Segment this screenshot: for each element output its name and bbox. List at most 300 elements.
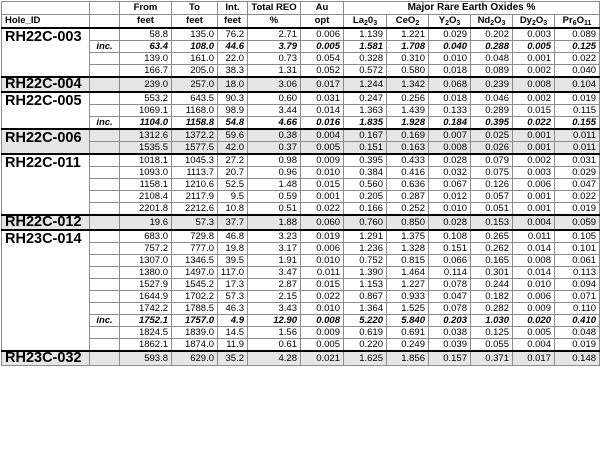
header-blank-inc <box>90 2 120 15</box>
la2o3-cell: 1.581 <box>344 41 387 53</box>
to-cell: 1788.5 <box>172 303 218 315</box>
y2o3-cell: 0.151 <box>429 243 471 255</box>
to-cell: 1839.0 <box>172 327 218 339</box>
ceo2-cell: 1.856 <box>387 351 429 366</box>
from-cell: 2201.8 <box>120 203 172 216</box>
table-row <box>2 267 600 279</box>
nd2o3-cell: 1.030 <box>471 315 513 327</box>
pr6o11-cell: 0.104 <box>555 77 600 92</box>
hole-id-cell: RH23C-014 <box>2 230 90 351</box>
table-row <box>2 28 600 41</box>
total-reo-cell: 1.56 <box>248 327 301 339</box>
from-cell: 1018.1 <box>120 154 172 167</box>
dy2o3-cell: 0.005 <box>513 41 555 53</box>
y2o3-cell: 0.066 <box>429 255 471 267</box>
to-cell: 1372.2 <box>172 129 218 142</box>
table-row <box>2 203 600 216</box>
nd2o3-cell: 0.395 <box>471 117 513 130</box>
pr6o11-cell: 0.071 <box>555 291 600 303</box>
total-reo-cell: 12.90 <box>248 315 301 327</box>
dy2o3-cell: 0.008 <box>513 77 555 92</box>
table-row <box>2 315 600 327</box>
dy2o3-cell: 0.022 <box>513 117 555 130</box>
table-header <box>2 2 600 29</box>
dy2o3-cell: 0.009 <box>513 303 555 315</box>
dy2o3-cell: 0.003 <box>513 167 555 179</box>
la2o3-cell: 0.220 <box>344 339 387 352</box>
table-row <box>2 92 600 105</box>
from-cell: 1312.6 <box>120 129 172 142</box>
ceo2-cell: 0.169 <box>387 129 429 142</box>
from-cell: 2108.4 <box>120 191 172 203</box>
total-reo-cell: 4.66 <box>248 117 301 130</box>
from-cell: 1824.5 <box>120 327 172 339</box>
hole-id-cell: RH23C-032 <box>2 351 90 366</box>
table-row <box>2 191 600 203</box>
inc-label-cell <box>90 203 120 216</box>
table-row <box>2 255 600 267</box>
dy2o3-cell: 0.020 <box>513 315 555 327</box>
inc-label-cell <box>90 267 120 279</box>
inc-label-cell <box>90 77 120 92</box>
inc-label-cell <box>90 255 120 267</box>
from-cell: 239.0 <box>120 77 172 92</box>
interval-cell: 37.7 <box>218 215 248 230</box>
nd2o3-cell: 0.046 <box>471 92 513 105</box>
total-reo-cell: 3.06 <box>248 77 301 92</box>
la2o3-cell: 1.236 <box>344 243 387 255</box>
pr6o11-cell: 0.101 <box>555 243 600 255</box>
nd2o3-cell: 0.025 <box>471 129 513 142</box>
from-cell: 63.4 <box>120 41 172 53</box>
inc-label-cell <box>90 327 120 339</box>
inc-label-cell <box>90 105 120 117</box>
table-row <box>2 154 600 167</box>
from-cell: 1307.0 <box>120 255 172 267</box>
to-cell: 257.0 <box>172 77 218 92</box>
pr6o11-cell: 0.019 <box>555 203 600 216</box>
from-cell: 757.2 <box>120 243 172 255</box>
header-interval: Int. <box>218 2 248 15</box>
pr6o11-cell: 0.011 <box>555 142 600 155</box>
total-reo-cell: 3.47 <box>248 267 301 279</box>
au-cell: 0.008 <box>301 315 344 327</box>
total-reo-cell: 1.48 <box>248 179 301 191</box>
header-oxide: CeO$_2$ <box>387 15 429 29</box>
table-row <box>2 327 600 339</box>
ceo2-cell: 0.252 <box>387 203 429 216</box>
to-cell: 161.0 <box>172 53 218 65</box>
to-cell: 1702.2 <box>172 291 218 303</box>
la2o3-cell: 0.167 <box>344 129 387 142</box>
header-oxide: $Dy_2O_3$ <box>513 15 555 29</box>
ceo2-cell: 0.815 <box>387 255 429 267</box>
la2o3-cell: 0.619 <box>344 327 387 339</box>
ceo2-cell: 1.525 <box>387 303 429 315</box>
y2o3-cell: 0.018 <box>429 65 471 78</box>
from-cell: 1380.0 <box>120 267 172 279</box>
la2o3-cell: 1.364 <box>344 303 387 315</box>
interval-cell: 54.8 <box>218 117 248 130</box>
inc-label-cell <box>90 243 120 255</box>
from-cell: 1752.1 <box>120 315 172 327</box>
la2o3-cell: 0.247 <box>344 92 387 105</box>
total-reo-cell: 4.28 <box>248 351 301 366</box>
total-reo-cell: 1.88 <box>248 215 301 230</box>
to-cell: 1158.8 <box>172 117 218 130</box>
from-cell: 683.0 <box>120 230 172 243</box>
interval-cell: 10.8 <box>218 203 248 216</box>
total-reo-cell: 0.38 <box>248 129 301 142</box>
dy2o3-cell: 0.006 <box>513 291 555 303</box>
from-cell: 593.8 <box>120 351 172 366</box>
au-cell: 0.005 <box>301 142 344 155</box>
nd2o3-cell: 0.079 <box>471 154 513 167</box>
au-cell: 0.052 <box>301 65 344 78</box>
pr6o11-cell: 0.115 <box>555 105 600 117</box>
pr6o11-cell: 0.094 <box>555 279 600 291</box>
total-reo-cell: 3.17 <box>248 243 301 255</box>
pr6o11-cell: 0.011 <box>555 129 600 142</box>
inc-label-cell <box>90 92 120 105</box>
inc-label-cell: inc. <box>90 315 120 327</box>
y2o3-cell: 0.067 <box>429 179 471 191</box>
total-reo-cell: 1.31 <box>248 65 301 78</box>
dy2o3-cell: 0.010 <box>513 279 555 291</box>
nd2o3-cell: 0.055 <box>471 339 513 352</box>
table-row <box>2 77 600 92</box>
interval-cell: 44.6 <box>218 41 248 53</box>
to-cell: 108.0 <box>172 41 218 53</box>
interval-cell: 59.6 <box>218 129 248 142</box>
la2o3-cell: 0.151 <box>344 142 387 155</box>
table-row <box>2 351 600 366</box>
dy2o3-cell: 0.014 <box>513 267 555 279</box>
dy2o3-cell: 0.001 <box>513 142 555 155</box>
from-cell: 1158.1 <box>120 179 172 191</box>
nd2o3-cell: 0.089 <box>471 65 513 78</box>
y2o3-cell: 0.029 <box>429 28 471 41</box>
nd2o3-cell: 0.165 <box>471 255 513 267</box>
y2o3-cell: 0.008 <box>429 142 471 155</box>
au-cell: 0.005 <box>301 41 344 53</box>
au-cell: 0.015 <box>301 179 344 191</box>
hole-id-cell: RH22C-003 <box>2 28 90 77</box>
ceo2-cell: 0.249 <box>387 339 429 352</box>
inc-label-cell <box>90 28 120 41</box>
la2o3-cell: 0.205 <box>344 191 387 203</box>
au-cell: 0.054 <box>301 53 344 65</box>
header-oxide: $Y_2O_3$ <box>429 15 471 29</box>
y2o3-cell: 0.032 <box>429 167 471 179</box>
pr6o11-cell: 0.048 <box>555 327 600 339</box>
interval-cell: 57.3 <box>218 291 248 303</box>
to-cell: 629.0 <box>172 351 218 366</box>
ceo2-cell: 1.464 <box>387 267 429 279</box>
y2o3-cell: 0.114 <box>429 267 471 279</box>
inc-label-cell <box>90 129 120 142</box>
interval-cell: 46.3 <box>218 303 248 315</box>
table-row <box>2 41 600 53</box>
au-cell: 0.022 <box>301 291 344 303</box>
nd2o3-cell: 0.244 <box>471 279 513 291</box>
header-unit-interval: feet <box>218 15 248 29</box>
y2o3-cell: 0.133 <box>429 105 471 117</box>
total-reo-cell: 3.43 <box>248 303 301 315</box>
la2o3-cell: 1.153 <box>344 279 387 291</box>
header-major-rare-earth-oxides: Major Rare Earth Oxides % <box>344 2 600 15</box>
table-row <box>2 243 600 255</box>
nd2o3-cell: 0.239 <box>471 77 513 92</box>
y2o3-cell: 0.012 <box>429 191 471 203</box>
pr6o11-cell: 0.148 <box>555 351 600 366</box>
ceo2-cell: 0.580 <box>387 65 429 78</box>
la2o3-cell: 0.560 <box>344 179 387 191</box>
hole-id-cell: RH22C-012 <box>2 215 90 230</box>
pr6o11-cell: 0.029 <box>555 167 600 179</box>
dy2o3-cell: 0.011 <box>513 230 555 243</box>
au-cell: 0.015 <box>301 279 344 291</box>
table-row <box>2 129 600 142</box>
au-cell: 0.010 <box>301 167 344 179</box>
pr6o11-cell: 0.113 <box>555 267 600 279</box>
from-cell: 1862.1 <box>120 339 172 352</box>
table-row <box>2 167 600 179</box>
table-row <box>2 65 600 78</box>
nd2o3-cell: 0.265 <box>471 230 513 243</box>
to-cell: 777.0 <box>172 243 218 255</box>
interval-cell: 27.2 <box>218 154 248 167</box>
y2o3-cell: 0.007 <box>429 129 471 142</box>
table-row <box>2 117 600 130</box>
ceo2-cell: 0.850 <box>387 215 429 230</box>
table-row <box>2 142 600 155</box>
to-cell: 1497.0 <box>172 267 218 279</box>
total-reo-cell: 0.37 <box>248 142 301 155</box>
interval-cell: 38.3 <box>218 65 248 78</box>
nd2o3-cell: 0.125 <box>471 327 513 339</box>
header-blank-id <box>2 2 90 15</box>
dy2o3-cell: 0.004 <box>513 215 555 230</box>
inc-label-cell <box>90 303 120 315</box>
dy2o3-cell: 0.003 <box>513 28 555 41</box>
table-row <box>2 53 600 65</box>
la2o3-cell: 0.384 <box>344 167 387 179</box>
interval-cell: 22.0 <box>218 53 248 65</box>
la2o3-cell: 1.291 <box>344 230 387 243</box>
total-reo-cell: 2.71 <box>248 28 301 41</box>
la2o3-cell: 1.390 <box>344 267 387 279</box>
interval-cell: 11.9 <box>218 339 248 352</box>
la2o3-cell: 1.625 <box>344 351 387 366</box>
nd2o3-cell: 0.126 <box>471 179 513 191</box>
pr6o11-cell: 0.089 <box>555 28 600 41</box>
header-unit-total-reo: % <box>248 15 301 29</box>
to-cell: 729.8 <box>172 230 218 243</box>
au-cell: 0.014 <box>301 105 344 117</box>
to-cell: 1168.0 <box>172 105 218 117</box>
ceo2-cell: 1.439 <box>387 105 429 117</box>
nd2o3-cell: 0.182 <box>471 291 513 303</box>
hole-id-cell: RH22C-011 <box>2 154 90 215</box>
ceo2-cell: 1.221 <box>387 28 429 41</box>
dy2o3-cell: 0.001 <box>513 203 555 216</box>
y2o3-cell: 0.157 <box>429 351 471 366</box>
from-cell: 553.2 <box>120 92 172 105</box>
interval-cell: 90.3 <box>218 92 248 105</box>
au-cell: 0.001 <box>301 191 344 203</box>
header-from: From <box>120 2 172 15</box>
au-cell: 0.006 <box>301 28 344 41</box>
inc-label-cell <box>90 142 120 155</box>
la2o3-cell: 0.572 <box>344 65 387 78</box>
y2o3-cell: 0.047 <box>429 291 471 303</box>
hole-id-cell: RH22C-004 <box>2 77 90 92</box>
y2o3-cell: 0.028 <box>429 215 471 230</box>
inc-label-cell: inc. <box>90 117 120 130</box>
inc-label-cell <box>90 154 120 167</box>
inc-label-cell <box>90 65 120 78</box>
from-cell: 1535.5 <box>120 142 172 155</box>
nd2o3-cell: 0.262 <box>471 243 513 255</box>
nd2o3-cell: 0.048 <box>471 53 513 65</box>
total-reo-cell: 2.15 <box>248 291 301 303</box>
pr6o11-cell: 0.125 <box>555 41 600 53</box>
pr6o11-cell: 0.059 <box>555 215 600 230</box>
to-cell: 57.3 <box>172 215 218 230</box>
total-reo-cell: 1.91 <box>248 255 301 267</box>
table-body <box>2 28 600 366</box>
to-cell: 1757.0 <box>172 315 218 327</box>
pr6o11-cell: 0.047 <box>555 179 600 191</box>
nd2o3-cell: 0.057 <box>471 191 513 203</box>
inc-label-cell <box>90 215 120 230</box>
la2o3-cell: 1.363 <box>344 105 387 117</box>
dy2o3-cell: 0.017 <box>513 351 555 366</box>
table-row <box>2 105 600 117</box>
to-cell: 1577.5 <box>172 142 218 155</box>
la2o3-cell: 0.395 <box>344 154 387 167</box>
total-reo-cell: 0.51 <box>248 203 301 216</box>
dy2o3-cell: 0.002 <box>513 92 555 105</box>
from-cell: 166.7 <box>120 65 172 78</box>
au-cell: 0.010 <box>301 303 344 315</box>
au-cell: 0.017 <box>301 77 344 92</box>
au-cell: 0.004 <box>301 129 344 142</box>
header-oxide: $Pr_6O_{11}$ <box>555 15 600 29</box>
header-unit-au: opt <box>301 15 344 29</box>
from-cell: 1742.2 <box>120 303 172 315</box>
dy2o3-cell: 0.008 <box>513 255 555 267</box>
header-au: Au <box>301 2 344 15</box>
au-cell: 0.022 <box>301 203 344 216</box>
total-reo-cell: 0.59 <box>248 191 301 203</box>
y2o3-cell: 0.040 <box>429 41 471 53</box>
from-cell: 19.6 <box>120 215 172 230</box>
from-cell: 1069.1 <box>120 105 172 117</box>
to-cell: 643.5 <box>172 92 218 105</box>
ceo2-cell: 1.328 <box>387 243 429 255</box>
ceo2-cell: 1.227 <box>387 279 429 291</box>
dy2o3-cell: 0.015 <box>513 105 555 117</box>
nd2o3-cell: 0.202 <box>471 28 513 41</box>
header-to: To <box>172 2 218 15</box>
to-cell: 1210.6 <box>172 179 218 191</box>
y2o3-cell: 0.039 <box>429 339 471 352</box>
pr6o11-cell: 0.022 <box>555 53 600 65</box>
to-cell: 1045.3 <box>172 154 218 167</box>
dy2o3-cell: 0.004 <box>513 339 555 352</box>
y2o3-cell: 0.108 <box>429 230 471 243</box>
header-oxide: $La_20_3$ <box>344 15 387 29</box>
la2o3-cell: 0.328 <box>344 53 387 65</box>
header-row-titles <box>2 2 600 15</box>
inc-label-cell <box>90 339 120 352</box>
pr6o11-cell: 0.031 <box>555 154 600 167</box>
ceo2-cell: 1.928 <box>387 117 429 130</box>
interval-cell: 76.2 <box>218 28 248 41</box>
ceo2-cell: 0.636 <box>387 179 429 191</box>
au-cell: 0.009 <box>301 327 344 339</box>
ceo2-cell: 0.416 <box>387 167 429 179</box>
dy2o3-cell: 0.005 <box>513 327 555 339</box>
inc-label-cell <box>90 179 120 191</box>
total-reo-cell: 3.44 <box>248 105 301 117</box>
inc-label-cell <box>90 279 120 291</box>
nd2o3-cell: 0.282 <box>471 303 513 315</box>
ceo2-cell: 0.163 <box>387 142 429 155</box>
pr6o11-cell: 0.022 <box>555 191 600 203</box>
la2o3-cell: 1.244 <box>344 77 387 92</box>
total-reo-cell: 0.96 <box>248 167 301 179</box>
interval-cell: 20.7 <box>218 167 248 179</box>
to-cell: 135.0 <box>172 28 218 41</box>
header-unit-from: feet <box>120 15 172 29</box>
dy2o3-cell: 0.001 <box>513 53 555 65</box>
inc-label-cell <box>90 291 120 303</box>
total-reo-cell: 3.79 <box>248 41 301 53</box>
total-reo-cell: 3.23 <box>248 230 301 243</box>
y2o3-cell: 0.203 <box>429 315 471 327</box>
header-row-units <box>2 15 600 29</box>
au-cell: 0.009 <box>301 154 344 167</box>
pr6o11-cell: 0.410 <box>555 315 600 327</box>
hole-id-cell: RH22C-005 <box>2 92 90 129</box>
nd2o3-cell: 0.051 <box>471 203 513 216</box>
from-cell: 1104.0 <box>120 117 172 130</box>
to-cell: 205.0 <box>172 65 218 78</box>
interval-cell: 35.2 <box>218 351 248 366</box>
interval-cell: 117.0 <box>218 267 248 279</box>
to-cell: 1545.2 <box>172 279 218 291</box>
y2o3-cell: 0.068 <box>429 77 471 92</box>
table-row <box>2 179 600 191</box>
header-inc-blank <box>90 15 120 29</box>
interval-cell: 98.9 <box>218 105 248 117</box>
pr6o11-cell: 0.105 <box>555 230 600 243</box>
ceo2-cell: 1.342 <box>387 77 429 92</box>
y2o3-cell: 0.028 <box>429 154 471 167</box>
au-cell: 0.019 <box>301 230 344 243</box>
nd2o3-cell: 0.371 <box>471 351 513 366</box>
dy2o3-cell: 0.001 <box>513 129 555 142</box>
total-reo-cell: 0.98 <box>248 154 301 167</box>
ceo2-cell: 0.256 <box>387 92 429 105</box>
y2o3-cell: 0.078 <box>429 279 471 291</box>
ceo2-cell: 0.310 <box>387 53 429 65</box>
la2o3-cell: 0.760 <box>344 215 387 230</box>
nd2o3-cell: 0.301 <box>471 267 513 279</box>
